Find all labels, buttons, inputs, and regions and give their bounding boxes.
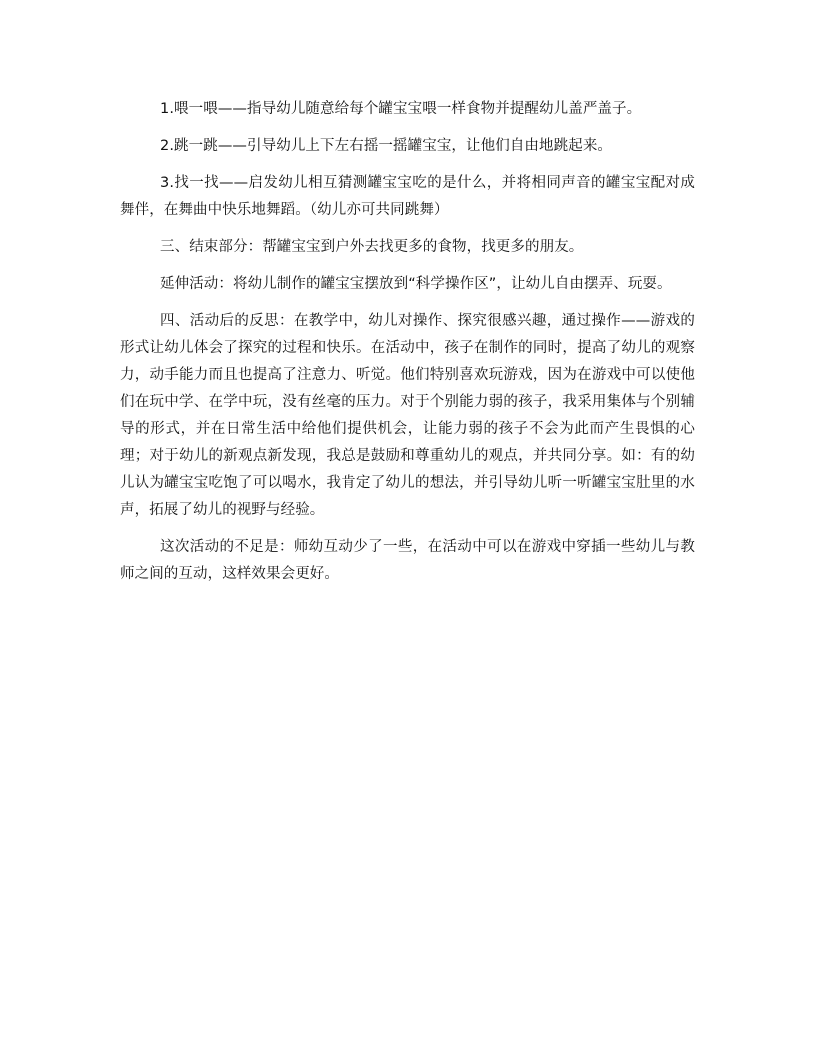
document-body — [120, 96, 695, 588]
paragraph-shortcoming: 这次活动的不足是：师幼互动少了一些，在活动中可以在游戏中穿插一些幼儿与教师之间的互动，这样效果会更好。 — [120, 539, 695, 582]
paragraph-reflection: 四、活动后的反思：在教学中，幼儿对操作、探究很感兴趣，通过操作——游戏的形式让幼儿体会了探究的过程和快乐。在活动中，孩子在制作的同时，提高了幼儿的观察力，动手能力而且也提高了注意力、听觉。他们特别喜欢玩游戏，因为在游戏中可以使他们在玩中学、在学中玩，没有丝毫的压力。对于个别能力弱的孩子，我采用集体与个别辅导的形式，并在日常生活中给他们提供机会，让能力弱的孩子不会为此而产生畏惧的心理；对于幼儿的新观点新发现，我总是鼓励和尊重幼儿的观点，并共同分享。如：有的幼儿认为罐宝宝吃饱了可以喝水，我肯定了幼儿的想法，并引导幼儿听一听罐宝宝肚里的水声，拓展了幼儿的视野与经验。 — [120, 313, 695, 518]
paragraph-ending: 三、结束部分：帮罐宝宝到户外去找更多的食物，找更多的朋友。 — [160, 239, 584, 255]
paragraph-extension: 延伸活动：将幼儿制作的罐宝宝摆放到“科学操作区”，让幼儿自由摆弄、玩耍。 — [160, 276, 672, 292]
paragraph-find: 3.找一找——启发幼儿相互猜测罐宝宝吃的是什么，并将相同声音的罐宝宝配对成舞伴，在舞曲中快乐地舞蹈。（幼儿亦可共同跳舞） — [120, 175, 695, 218]
paragraph-jump: 2.跳一跳——引导幼儿上下左右摇一摇罐宝宝，让他们自由地跳起来。 — [160, 138, 613, 154]
paragraph-feed: 1.喂一喂——指导幼儿随意给每个罐宝宝喂一样食物并提醒幼儿盖严盖子。 — [160, 101, 642, 117]
